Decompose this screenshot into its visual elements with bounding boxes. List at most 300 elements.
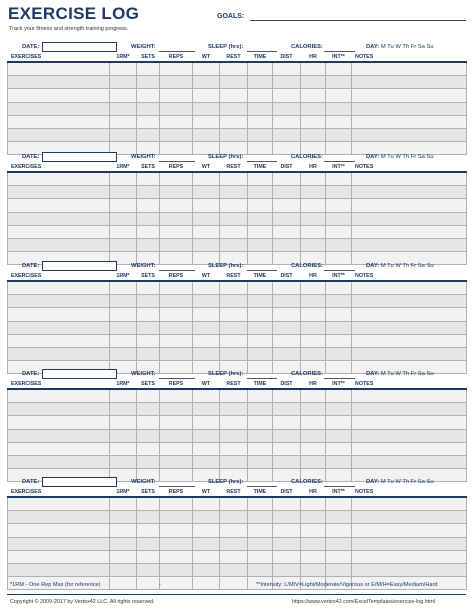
table-cell[interactable] <box>248 295 273 308</box>
table-cell[interactable] <box>137 308 160 321</box>
table-cell[interactable] <box>160 186 193 199</box>
table-cell[interactable] <box>248 102 273 115</box>
table-cell[interactable] <box>273 563 301 576</box>
table-cell[interactable] <box>110 115 137 128</box>
table-cell[interactable] <box>248 225 273 238</box>
table-cell[interactable] <box>301 102 326 115</box>
date-input[interactable] <box>42 42 117 52</box>
table-cell[interactable] <box>137 295 160 308</box>
table-cell[interactable] <box>160 76 193 89</box>
table-cell[interactable] <box>352 128 467 141</box>
table-cell[interactable] <box>110 563 137 576</box>
table-cell[interactable] <box>220 455 248 468</box>
table-cell[interactable] <box>110 295 137 308</box>
table-cell[interactable] <box>8 128 110 141</box>
table-cell[interactable] <box>248 416 273 429</box>
table-cell[interactable] <box>8 172 110 186</box>
table-cell[interactable] <box>273 416 301 429</box>
table-cell[interactable] <box>110 537 137 550</box>
table-cell[interactable] <box>160 347 193 360</box>
table-cell[interactable] <box>248 347 273 360</box>
table-cell[interactable] <box>137 524 160 537</box>
table-cell[interactable] <box>220 550 248 563</box>
table-cell[interactable] <box>137 550 160 563</box>
table-cell[interactable] <box>352 199 467 212</box>
table-cell[interactable] <box>8 89 110 102</box>
table-cell[interactable] <box>160 442 193 455</box>
table-cell[interactable] <box>301 172 326 186</box>
weight-field[interactable] <box>159 486 195 487</box>
table-cell[interactable] <box>248 497 273 511</box>
table-cell[interactable] <box>110 442 137 455</box>
table-cell[interactable] <box>352 212 467 225</box>
table-cell[interactable] <box>326 128 352 141</box>
table-cell[interactable] <box>248 550 273 563</box>
table-cell[interactable] <box>8 62 110 76</box>
table-cell[interactable] <box>110 550 137 563</box>
table-cell[interactable] <box>220 347 248 360</box>
table-cell[interactable] <box>110 199 137 212</box>
table-cell[interactable] <box>248 308 273 321</box>
sleep-field[interactable] <box>247 378 277 379</box>
table-cell[interactable] <box>248 128 273 141</box>
table-cell[interactable] <box>8 550 110 563</box>
table-cell[interactable] <box>220 524 248 537</box>
table-cell[interactable] <box>160 308 193 321</box>
table-cell[interactable] <box>273 212 301 225</box>
table-cell[interactable] <box>301 199 326 212</box>
table-cell[interactable] <box>352 563 467 576</box>
table-cell[interactable] <box>8 442 110 455</box>
table-cell[interactable] <box>326 62 352 76</box>
table-cell[interactable] <box>326 212 352 225</box>
table-cell[interactable] <box>273 347 301 360</box>
table-cell[interactable] <box>160 281 193 295</box>
table-cell[interactable] <box>160 238 193 251</box>
table-cell[interactable] <box>326 186 352 199</box>
table-cell[interactable] <box>220 62 248 76</box>
table-cell[interactable] <box>220 186 248 199</box>
day-options[interactable]: M Tu W Th Fr Sa Su <box>380 263 434 269</box>
table-cell[interactable] <box>193 524 220 537</box>
day-selector[interactable] <box>366 44 434 50</box>
table-cell[interactable] <box>220 115 248 128</box>
table-cell[interactable] <box>248 524 273 537</box>
table-cell[interactable] <box>193 128 220 141</box>
table-cell[interactable] <box>352 89 467 102</box>
date-input[interactable] <box>42 369 117 379</box>
table-cell[interactable] <box>352 524 467 537</box>
table-cell[interactable] <box>8 497 110 511</box>
table-cell[interactable] <box>326 295 352 308</box>
weight-field[interactable] <box>159 161 195 162</box>
table-cell[interactable] <box>301 403 326 416</box>
table-cell[interactable] <box>326 199 352 212</box>
table-cell[interactable] <box>248 429 273 442</box>
table-cell[interactable] <box>248 76 273 89</box>
table-cell[interactable] <box>160 403 193 416</box>
table-cell[interactable] <box>273 281 301 295</box>
table-cell[interactable] <box>137 281 160 295</box>
table-cell[interactable] <box>301 524 326 537</box>
table-cell[interactable] <box>352 347 467 360</box>
table-cell[interactable] <box>352 225 467 238</box>
table-cell[interactable] <box>273 115 301 128</box>
table-cell[interactable] <box>248 186 273 199</box>
table-cell[interactable] <box>8 524 110 537</box>
table-cell[interactable] <box>273 497 301 511</box>
table-cell[interactable] <box>273 389 301 403</box>
table-cell[interactable] <box>301 334 326 347</box>
table-cell[interactable] <box>160 389 193 403</box>
table-cell[interactable] <box>248 238 273 251</box>
table-cell[interactable] <box>273 62 301 76</box>
table-cell[interactable] <box>137 89 160 102</box>
table-cell[interactable] <box>248 281 273 295</box>
table-cell[interactable] <box>352 115 467 128</box>
day-options[interactable]: M Tu W Th Fr Sa Su <box>380 479 434 485</box>
table-cell[interactable] <box>110 524 137 537</box>
table-cell[interactable] <box>110 62 137 76</box>
table-cell[interactable] <box>273 128 301 141</box>
table-cell[interactable] <box>273 172 301 186</box>
table-cell[interactable] <box>248 212 273 225</box>
table-cell[interactable] <box>137 225 160 238</box>
table-cell[interactable] <box>273 550 301 563</box>
table-cell[interactable] <box>137 511 160 524</box>
table-cell[interactable] <box>160 334 193 347</box>
table-cell[interactable] <box>160 212 193 225</box>
table-cell[interactable] <box>193 577 220 590</box>
sleep-field[interactable] <box>247 161 277 162</box>
table-cell[interactable] <box>273 295 301 308</box>
table-cell[interactable] <box>326 347 352 360</box>
table-cell[interactable] <box>248 511 273 524</box>
table-cell[interactable] <box>352 295 467 308</box>
table-cell[interactable] <box>160 102 193 115</box>
table-cell[interactable] <box>301 497 326 511</box>
table-cell[interactable] <box>8 455 110 468</box>
table-cell[interactable] <box>8 238 110 251</box>
table-cell[interactable] <box>301 76 326 89</box>
table-cell[interactable] <box>220 389 248 403</box>
table-cell[interactable] <box>352 186 467 199</box>
table-cell[interactable] <box>137 238 160 251</box>
table-cell[interactable] <box>8 212 110 225</box>
table-cell[interactable] <box>273 199 301 212</box>
table-cell[interactable] <box>137 416 160 429</box>
table-cell[interactable] <box>326 225 352 238</box>
table-cell[interactable] <box>160 563 193 576</box>
table-cell[interactable] <box>326 416 352 429</box>
table-cell[interactable] <box>137 442 160 455</box>
table-cell[interactable] <box>273 442 301 455</box>
table-cell[interactable] <box>352 321 467 334</box>
table-cell[interactable] <box>248 172 273 186</box>
table-cell[interactable] <box>301 186 326 199</box>
table-cell[interactable] <box>8 76 110 89</box>
table-cell[interactable] <box>193 199 220 212</box>
table-cell[interactable] <box>8 199 110 212</box>
table-cell[interactable] <box>248 199 273 212</box>
table-cell[interactable] <box>110 76 137 89</box>
table-cell[interactable] <box>137 62 160 76</box>
table-cell[interactable] <box>193 172 220 186</box>
table-cell[interactable] <box>301 115 326 128</box>
table-cell[interactable] <box>8 295 110 308</box>
day-options[interactable]: M Tu W Th Fr Sa Su <box>380 44 434 50</box>
table-cell[interactable] <box>301 62 326 76</box>
table-cell[interactable] <box>273 321 301 334</box>
table-cell[interactable] <box>352 238 467 251</box>
table-cell[interactable] <box>193 115 220 128</box>
table-cell[interactable] <box>326 238 352 251</box>
table-cell[interactable] <box>160 62 193 76</box>
table-cell[interactable] <box>160 537 193 550</box>
table-cell[interactable] <box>137 563 160 576</box>
table-cell[interactable] <box>352 389 467 403</box>
table-cell[interactable] <box>248 537 273 550</box>
table-cell[interactable] <box>352 102 467 115</box>
date-input[interactable] <box>42 152 117 162</box>
table-cell[interactable] <box>160 577 193 590</box>
table-cell[interactable] <box>160 295 193 308</box>
table-cell[interactable] <box>137 347 160 360</box>
table-cell[interactable] <box>193 416 220 429</box>
table-cell[interactable] <box>8 102 110 115</box>
table-cell[interactable] <box>8 347 110 360</box>
table-cell[interactable] <box>160 455 193 468</box>
table-cell[interactable] <box>8 563 110 576</box>
table-cell[interactable] <box>160 321 193 334</box>
table-cell[interactable] <box>193 295 220 308</box>
table-cell[interactable] <box>193 308 220 321</box>
table-cell[interactable] <box>8 403 110 416</box>
table-cell[interactable] <box>110 308 137 321</box>
table-cell[interactable] <box>110 334 137 347</box>
table-cell[interactable] <box>8 334 110 347</box>
table-cell[interactable] <box>326 281 352 295</box>
table-cell[interactable] <box>137 389 160 403</box>
table-cell[interactable] <box>273 403 301 416</box>
goals-field[interactable] <box>250 20 466 21</box>
table-cell[interactable] <box>352 537 467 550</box>
table-cell[interactable] <box>273 524 301 537</box>
table-cell[interactable] <box>326 308 352 321</box>
day-selector[interactable] <box>366 263 434 269</box>
table-cell[interactable] <box>326 563 352 576</box>
table-cell[interactable] <box>160 199 193 212</box>
table-cell[interactable] <box>137 199 160 212</box>
table-cell[interactable] <box>160 511 193 524</box>
table-cell[interactable] <box>220 577 248 590</box>
table-cell[interactable] <box>193 62 220 76</box>
table-cell[interactable] <box>326 497 352 511</box>
table-cell[interactable] <box>193 563 220 576</box>
table-cell[interactable] <box>160 429 193 442</box>
table-cell[interactable] <box>273 186 301 199</box>
sleep-field[interactable] <box>247 486 277 487</box>
table-cell[interactable] <box>301 347 326 360</box>
table-cell[interactable] <box>301 511 326 524</box>
table-cell[interactable] <box>110 497 137 511</box>
table-cell[interactable] <box>220 172 248 186</box>
table-cell[interactable] <box>273 308 301 321</box>
table-cell[interactable] <box>160 497 193 511</box>
table-cell[interactable] <box>301 308 326 321</box>
table-cell[interactable] <box>220 225 248 238</box>
table-cell[interactable] <box>110 89 137 102</box>
table-cell[interactable] <box>160 128 193 141</box>
table-cell[interactable] <box>193 281 220 295</box>
table-cell[interactable] <box>301 416 326 429</box>
table-cell[interactable] <box>160 416 193 429</box>
table-cell[interactable] <box>110 455 137 468</box>
table-cell[interactable] <box>110 225 137 238</box>
table-cell[interactable] <box>193 321 220 334</box>
table-cell[interactable] <box>220 128 248 141</box>
table-cell[interactable] <box>248 89 273 102</box>
table-cell[interactable] <box>273 225 301 238</box>
table-cell[interactable] <box>8 511 110 524</box>
table-cell[interactable] <box>301 563 326 576</box>
table-cell[interactable] <box>220 321 248 334</box>
table-cell[interactable] <box>273 334 301 347</box>
table-cell[interactable] <box>8 416 110 429</box>
table-cell[interactable] <box>352 76 467 89</box>
table-cell[interactable] <box>248 442 273 455</box>
table-cell[interactable] <box>110 238 137 251</box>
table-cell[interactable] <box>273 429 301 442</box>
table-cell[interactable] <box>8 186 110 199</box>
table-cell[interactable] <box>273 537 301 550</box>
table-cell[interactable] <box>301 442 326 455</box>
table-cell[interactable] <box>220 238 248 251</box>
table-cell[interactable] <box>137 76 160 89</box>
table-cell[interactable] <box>220 429 248 442</box>
table-cell[interactable] <box>110 321 137 334</box>
table-cell[interactable] <box>273 455 301 468</box>
table-cell[interactable] <box>8 308 110 321</box>
table-cell[interactable] <box>273 89 301 102</box>
table-cell[interactable] <box>326 334 352 347</box>
table-cell[interactable] <box>326 102 352 115</box>
table-cell[interactable] <box>326 389 352 403</box>
table-cell[interactable] <box>193 238 220 251</box>
table-cell[interactable] <box>220 563 248 576</box>
table-cell[interactable] <box>220 102 248 115</box>
table-cell[interactable] <box>220 403 248 416</box>
table-cell[interactable] <box>110 416 137 429</box>
table-cell[interactable] <box>137 128 160 141</box>
table-cell[interactable] <box>160 524 193 537</box>
table-cell[interactable] <box>137 212 160 225</box>
table-cell[interactable] <box>220 511 248 524</box>
table-cell[interactable] <box>193 442 220 455</box>
table-cell[interactable] <box>301 455 326 468</box>
table-cell[interactable] <box>110 128 137 141</box>
table-cell[interactable] <box>301 89 326 102</box>
table-cell[interactable] <box>326 455 352 468</box>
table-cell[interactable] <box>220 76 248 89</box>
table-cell[interactable] <box>248 455 273 468</box>
table-cell[interactable] <box>193 497 220 511</box>
table-cell[interactable] <box>352 442 467 455</box>
calories-field[interactable] <box>324 486 355 487</box>
table-cell[interactable] <box>8 281 110 295</box>
table-cell[interactable] <box>193 511 220 524</box>
day-selector[interactable] <box>366 371 434 377</box>
table-cell[interactable] <box>220 308 248 321</box>
table-cell[interactable] <box>326 429 352 442</box>
calories-field[interactable] <box>324 270 355 271</box>
table-cell[interactable] <box>193 455 220 468</box>
table-cell[interactable] <box>220 442 248 455</box>
day-selector[interactable] <box>366 479 434 485</box>
table-cell[interactable] <box>137 403 160 416</box>
table-cell[interactable] <box>352 334 467 347</box>
day-options[interactable]: M Tu W Th Fr Sa Su <box>380 154 434 160</box>
table-cell[interactable] <box>326 89 352 102</box>
table-cell[interactable] <box>193 334 220 347</box>
table-cell[interactable] <box>301 212 326 225</box>
table-cell[interactable] <box>220 212 248 225</box>
table-cell[interactable] <box>160 172 193 186</box>
table-cell[interactable] <box>160 115 193 128</box>
table-cell[interactable] <box>248 115 273 128</box>
table-cell[interactable] <box>326 550 352 563</box>
table-cell[interactable] <box>352 172 467 186</box>
table-cell[interactable] <box>8 115 110 128</box>
table-cell[interactable] <box>8 321 110 334</box>
table-cell[interactable] <box>301 238 326 251</box>
table-cell[interactable] <box>193 186 220 199</box>
table-cell[interactable] <box>301 550 326 563</box>
table-cell[interactable] <box>220 295 248 308</box>
table-cell[interactable] <box>193 76 220 89</box>
table-cell[interactable] <box>352 429 467 442</box>
table-cell[interactable] <box>326 172 352 186</box>
table-cell[interactable] <box>193 89 220 102</box>
table-cell[interactable] <box>137 172 160 186</box>
table-cell[interactable] <box>301 281 326 295</box>
table-cell[interactable] <box>137 321 160 334</box>
table-cell[interactable] <box>301 225 326 238</box>
table-cell[interactable] <box>193 212 220 225</box>
table-cell[interactable] <box>326 537 352 550</box>
table-cell[interactable] <box>110 577 137 590</box>
table-cell[interactable] <box>193 347 220 360</box>
table-cell[interactable] <box>137 497 160 511</box>
sleep-field[interactable] <box>247 270 277 271</box>
table-cell[interactable] <box>8 429 110 442</box>
table-cell[interactable] <box>137 115 160 128</box>
table-cell[interactable] <box>273 102 301 115</box>
weight-field[interactable] <box>159 378 195 379</box>
table-cell[interactable] <box>273 238 301 251</box>
table-cell[interactable] <box>301 295 326 308</box>
table-cell[interactable] <box>248 563 273 576</box>
table-cell[interactable] <box>110 172 137 186</box>
table-cell[interactable] <box>352 550 467 563</box>
table-cell[interactable] <box>110 102 137 115</box>
table-cell[interactable] <box>160 89 193 102</box>
table-cell[interactable] <box>8 225 110 238</box>
table-cell[interactable] <box>137 334 160 347</box>
table-cell[interactable] <box>248 321 273 334</box>
table-cell[interactable] <box>193 225 220 238</box>
table-cell[interactable] <box>110 511 137 524</box>
